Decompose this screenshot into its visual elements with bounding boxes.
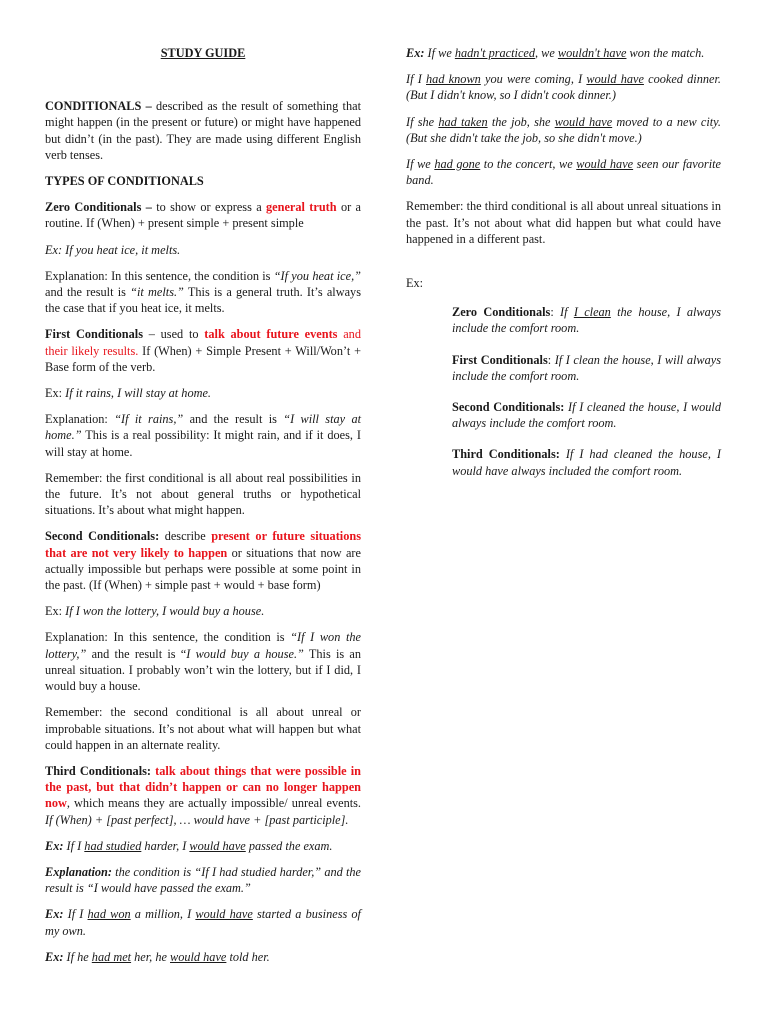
conditionals-definition: CONDITIONALS – described as the result of something that might happen (in the present or future) or might have happened but didn’t (in the past). They are made using different English verb tenses.	[45, 99, 361, 162]
second-highlight: present or future situations that are not very likely to happen	[45, 529, 361, 560]
third-highlight: talk about things that were possible in the past, but that didn’t happen or can no longer happen now	[45, 763, 361, 811]
zero-label: Zero Conditionals –	[45, 200, 152, 215]
second-remember: Remember: the second conditional is all about unreal or improbable situations. It’s not about what will happen but what could happen in an alternate reality.	[45, 705, 361, 752]
third-example-6: If she had taken the job, she would have moved to a new city. (But she didn't take the job, so she didn't move.)	[406, 114, 722, 145]
third-example-5: If I had known you were coming, I would have cooked dinner. (But I didn't know, so I didn't cook dinner.)	[406, 72, 721, 103]
second-conditionals-definition: Second Conditionals: describe present or future situations that are not very likely to happen or situations that now are actually impossible but perhaps were possible at some point in the past. (If (When) + simple past + would + base form)	[45, 529, 361, 593]
third-conditionals-definition: Third Conditionals: talk about things that were possible in the past, but that didn’t happen or can no longer happen now, which means they are actually impossible/ unreal events. If (When) + [past perfect], … would have + [past participle].	[45, 763, 361, 827]
third-explanation: Explanation: the condition is “If I had studied harder,” and the result is “I would have passed the exam.”	[45, 864, 361, 896]
first-explanation: Explanation: “If it rains,” and the result is “I will stay at home.” This is a real possibility: It might rain, and if it does, I will stay at home.	[45, 412, 362, 459]
third-label: Third Conditionals:	[45, 763, 151, 778]
first-highlight: talk about future events	[204, 327, 338, 342]
example-zero: Zero Conditionals: If I clean the house, I always include the comfort room.	[452, 305, 721, 336]
first-remember: Remember: the first conditional is all about real possibilities in the future. It’s not about general truths or hypothetical situations. It’s about what might happen.	[45, 470, 361, 518]
types-heading: TYPES OF CONDITIONALS	[45, 174, 204, 189]
first-example: Ex: If it rains, I will stay at home.	[45, 386, 212, 401]
zero-conditionals-definition: Zero Conditionals – to show or express a general truth or a routine. If (When) + present simple + present simple	[45, 200, 361, 231]
second-explanation: Explanation: In this sentence, the condition is “If I won the lottery,” and the result is “I would buy a house.” This is an unreal situation. I probably won’t win the lottery, but if I did, I would buy a house.	[45, 630, 361, 694]
third-remember: Remember: the third conditional is all about unreal situations in the past. It’s not about what did happen but what could have happened in a different past.	[406, 199, 721, 246]
first-conditionals-definition: First Conditionals – used to talk about future events and their likely results. If (When) + Simple Present + Will/Won’t + Base form of the verb.	[45, 327, 361, 374]
zero-explanation: Explanation: In this sentence, the condition is “If you heat ice,” and the result is “it melts.” This is a general truth. It’s always the case that if you heat ice, it melts.	[45, 268, 361, 316]
third-formula: If (When) + [past perfect], … would have + [past participle].	[45, 812, 349, 827]
zero-example: Ex: If you heat ice, it melts.	[45, 242, 181, 257]
third-example-7: If we had gone to the concert, we would have seen our favorite band.	[406, 157, 721, 188]
first-label: First Conditionals	[45, 327, 143, 342]
second-example: Ex: If I won the lottery, I would buy a house.	[45, 604, 265, 619]
example-second: Second Conditionals: If I cleaned the house, I would always include the comfort room.	[452, 400, 721, 431]
example-third: Third Conditionals: If I had cleaned the house, I would have always included the comfort room.	[452, 447, 721, 478]
zero-highlight: general truth	[266, 200, 337, 215]
example-first: First Conditionals: If I clean the house, I will always include the comfort room.	[452, 352, 721, 383]
examples-label: Ex:	[406, 276, 424, 291]
page-title: STUDY GUIDE	[160, 46, 246, 60]
third-example-2: Ex: If I had won a million, I would have started a business of my own.	[45, 907, 361, 938]
right-column	[406, 45, 721, 494]
left-column	[45, 45, 361, 975]
third-example-1: Ex: If I had studied harder, I would have passed the exam.	[45, 838, 333, 853]
third-example-4: Ex: If we hadn't practiced, we wouldn't have won the match.	[406, 46, 705, 60]
second-label: Second Conditionals:	[45, 529, 160, 544]
definition-term: CONDITIONALS –	[45, 99, 152, 114]
third-example-3: Ex: If he had met her, he would have told her.	[45, 949, 270, 964]
